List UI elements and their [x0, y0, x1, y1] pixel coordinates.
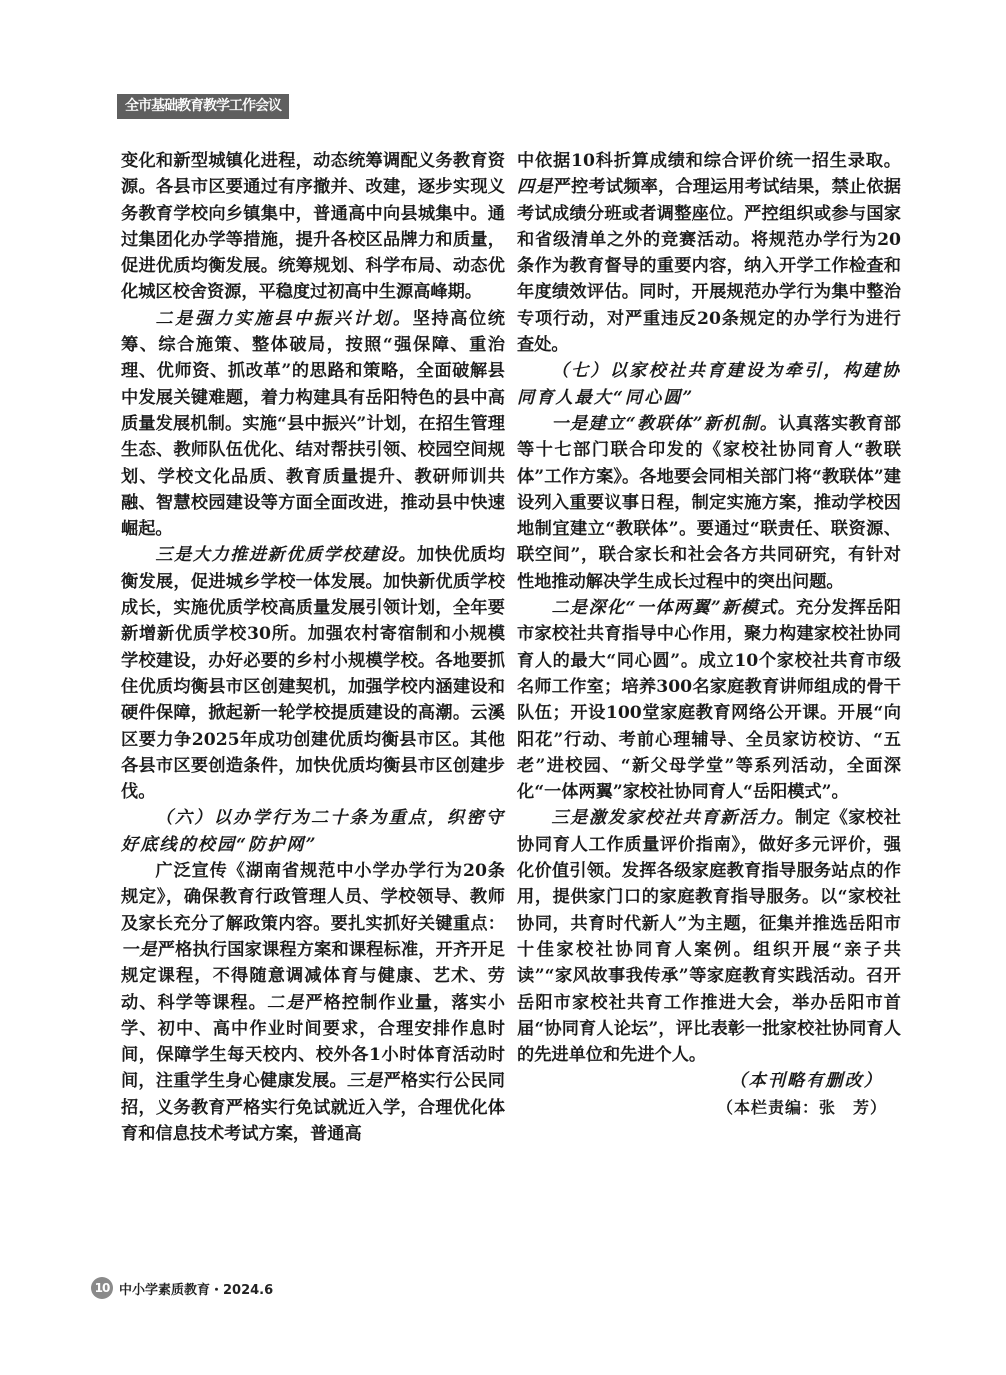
paragraph [517, 595, 901, 805]
edit-note: （本刊略有删改） [729, 1071, 883, 1092]
paragraph: 变化和新型城镇化进程，动态统筹调配义务教育资源。各县市区要通过有序撤并、改建，逐步实现义务教育学校向乡镇集中，普通高中向县城集中。通过集团化办学等措施，提升各校区品牌力和质量，促进优质均衡发展。统筹规划、科学布局、动态优化城区校舍资源，平稳度过初高中生源高峰期。 [121, 151, 505, 303]
section-heading: （六）以办学行为二十条为重点，织密守好底线的校园“防护网” [121, 808, 505, 855]
editor-credit: （本栏责编：张 芳） [716, 1097, 887, 1117]
paragraph [517, 805, 901, 1068]
paragraph-body: 严格实行公民同招，义务教育严格实行免试就近入学，合理优化体育和信息技术考试方案，普通高 [121, 1071, 505, 1144]
paragraph-lead: 二是强力实施县中振兴计划。 [155, 308, 413, 329]
paragraph [517, 411, 901, 595]
paragraph-body: 严控考试频率，合理运用考试结果，禁止依据考试成绩分班或者调整座位。严控组织或参与国家和省级清单之外的竞赛活动。将规范办学行为20条作为教育督导的重要内容，纳入开学工作检查和年度绩效评估。同时，开展规范办学行为集中整治专项行动，对严重违反20条规定的办学行为进行查处。 [517, 177, 901, 356]
left-column [121, 148, 505, 1147]
paragraph-lead: 四是 [517, 177, 554, 198]
paragraph-lead: 三是 [346, 1071, 384, 1092]
section-label-badge: 全市基础教育教学工作会议 [117, 94, 289, 119]
paragraph-body: 加快优质均衡发展，促进城乡学校一体发展。加快新优质学校成长，实施优质学校高质量发展引领计划，全年要新增新优质学校30所。加强农村寄宿制和小规模学校建设，办好必要的乡村小规模学校。各地要抓住优质均衡县市区创建契机，加强学校内涵建设和硬件保障，掀起新一轮学校提质建设的高潮。云溪区要力争2025年成功创建优质均衡县市区。其他各县市区要创造条件，加快优质均衡县市区创建步伐。 [121, 545, 505, 803]
paragraph-body: 充分发挥岳阳市家校社共育指导中心作用，聚力构建家校社协同育人的最大“同心圆”。成立10个家校社共育市级名师工作室；培养300名家庭教育讲师组成的骨干队伍；开设100堂家庭教育网络公开课。开展“向阳花”行动、考前心理辅导、全员家访校访、“五老”进校园、“新父母学堂”等系列活动，全面深化“一体两翼”家校社协同育人“岳阳模式”。 [517, 598, 901, 803]
journal-issue: 中小学素质教育・2024.6 [119, 1282, 274, 1298]
paragraph-body: 广泛宣传《湖南省规范中小学办学行为20条规定》，确保教育行政管理人员、学校领导、教师及家长充分了解政策内容。要扎实抓好关键重点： [121, 861, 505, 934]
section-heading: （七）以家校社共育建设为牵引，构建协同育人最大“同心圆” [517, 361, 901, 408]
paragraph [121, 542, 505, 805]
paragraph-body: 严格执行国家课程方案和课程标准，开齐开足规定课程，不得随意调减体育与健康、艺术、劳动、科学等课程。 [121, 939, 505, 1013]
paragraph-body: 中依据10科折算成绩和综合评价统一招生录取。 [517, 151, 901, 171]
paragraph-body: 严格控制作业量，落实小学、初中、高中作业时间要求，合理安排作息时间，保障学生每天校内、校外各1小时体育活动时间，注重学生身心健康发展。 [121, 992, 505, 1092]
paragraph-lead: 三是大力推进新优质学校建设。 [155, 545, 418, 566]
paragraph-body: 制定《家校社协同育人工作质量评价指南》，做好多元评价，强化价值引领。发挥各级家庭教育指导服务站点的作用，提供家门口的家庭教育指导服务。以“家校社协同，共育时代新人”为主题，征集并推选岳阳市十佳家校社协同育人案例。组织开展“亲子共读”“家风故事我传承”等家庭教育实践活动。召开岳阳市家校社共育工作推进大会，举办岳阳市首届“协同育人论坛”，评比表彰一批家校社协同育人的先进单位和先进个人。 [517, 808, 901, 1066]
paragraph-lead: 二是 [266, 992, 306, 1013]
paragraph-body: 坚持高位统筹、综合施策、整体破局，按照“强保障、重治理、优师资、抓改革”的思路和策略，全面破解县中发展关键难题，着力构建具有岳阳特色的县中高质量发展机制。实施“县中振兴”计划，在招生管理生态、教师队伍优化、结对帮扶引领、校园空间规划、学校文化品质、教育质量提升、教研师训共融、智慧校园建设等方面全面改进，推动县中快速崛起。 [121, 308, 505, 540]
paragraph-body: 认真落实教育部等十七部门联合印发的《家校社协同育人“教联体”工作方案》。各地要会同相关部门将“教联体”建设列入重要议事日程，制定实施方案，推动学校因地制宜建立“教联体”。要通过“联责任、联资源、联空间”，联合家长和社会各方共同研究，有针对性地推动解决学生成长过程中的突出问题。 [517, 413, 901, 592]
page-footer [91, 1277, 273, 1299]
paragraph-lead: 三是激发家校社共育新活力。 [551, 808, 796, 829]
paragraph [121, 858, 505, 1147]
paragraph [121, 306, 505, 543]
paragraph [517, 148, 901, 358]
right-column [517, 148, 901, 1121]
paragraph-lead: 一是 [121, 939, 158, 960]
paragraph-lead: 一是建立“教联体”新机制。 [551, 413, 779, 434]
page-number: 10 [91, 1277, 113, 1299]
paragraph-lead: 二是深化“一体两翼”新模式。 [551, 598, 797, 619]
